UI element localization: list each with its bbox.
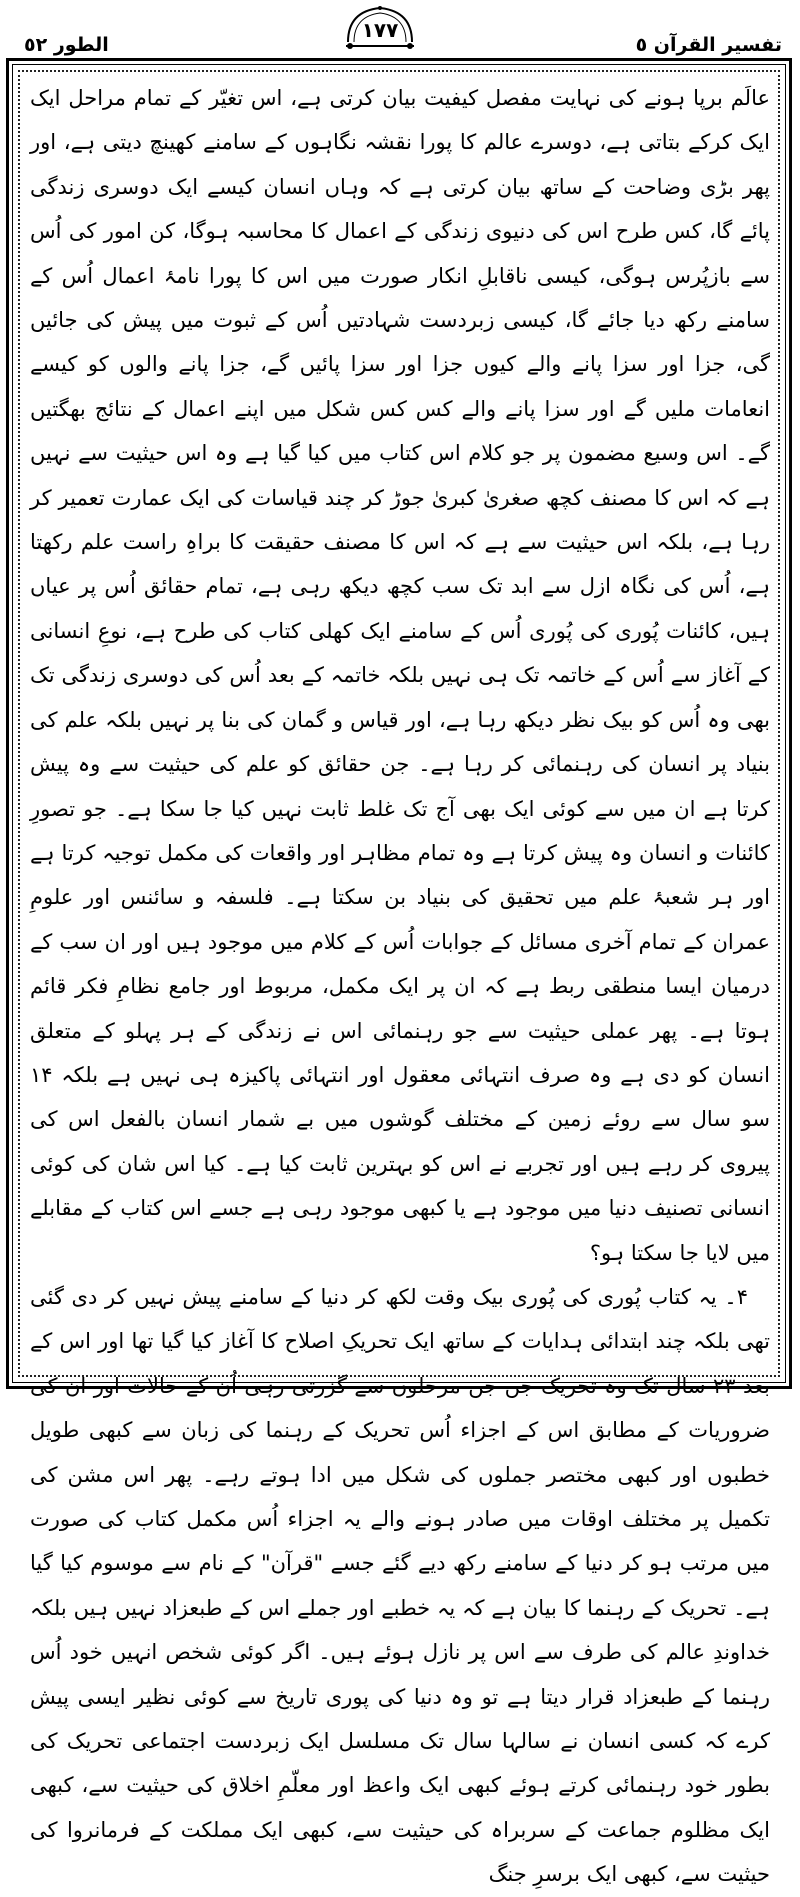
running-head-surah: الطور ٥٢ — [24, 34, 109, 56]
paragraph: عالَم برپا ہونے کی نہایت مفصل کیفیت بیان کرتی ہے، اس تغیّر کے تمام مراحل ایک ایک کرکے بتاتی ہے، دوسرے عالم کا پورا نقشہ نگاہوں کے سامنے کھینچ دیتی ہے، اور پھر بڑی وضاحت کے ساتھ بیان کرتی ہے کہ وہاں انسان کیسے ایک دوسری زندگی پائے گا، کس طرح اس کی دنیوی زندگی کے اعمال کا محاسبہ ہوگا، کن امور کی اُس سے بازپُرس ہوگی، کیسی ناقابلِ انکار صورت میں اس کا پورا نامۂ اعمال اُس کے سامنے رکھ دیا جائے گا، کیسی زبردست شہادتیں اُس کے ثبوت میں پیش کی جائیں گی، جزا اور سزا پانے والے کیوں جزا اور سزا پائیں گے، جزا پانے والوں کو کیسے انعامات ملیں گے اور سزا پانے والے کس کس شکل میں اپنے اعمال کے نتائج بھگتیں گے۔ اس وسیع مضمون پر جو کلام اس کتاب میں کیا گیا ہے وہ اس حیثیت سے نہیں ہے کہ اس کا مصنف کچھ صغریٰ کبریٰ جوڑ کر چند قیاسات کی ایک عمارت تعمیر کر رہا ہے، بلکہ اس حیثیت سے ہے کہ اس کا مصنف حقیقت کا براہِ راست علم رکھتا ہے، اُس کی نگاہ ازل سے ابد تک سب کچھ دیکھ رہی ہے، تمام حقائق اُس پر عیاں ہیں، کائنات پُوری کی پُوری اُس کے سامنے ایک کھلی کتاب کی طرح ہے، نوعِ انسانی کے آغاز سے اُس کے خاتمہ تک ہی نہیں بلکہ خاتمہ کے بعد اُس کی دوسری زندگی تک بھی وہ اُس کو بیک نظر دیکھ رہا ہے، اور قیاس و گمان کی بنا پر نہیں بلکہ علم کی بنیاد پر انسان کی رہنمائی کر رہا ہے۔ جن حقائق کو علم کی حیثیت سے وہ پیش کرتا ہے ان میں سے کوئی ایک بھی آج تک غلط ثابت نہیں کیا جا سکا ہے۔ جو تصورِ کائنات و انسان وہ پیش کرتا ہے وہ تمام مظاہر اور واقعات کی مکمل توجیہ کرتا ہے اور ہر شعبۂ علم میں تحقیق کی بنیاد بن سکتا ہے۔ فلسفہ و سائنس اور علومِ عمران کے تمام آخری مسائل کے جوابات اُس کے کلام میں موجود ہیں اور ان سب کے درمیان ایسا منطقی ربط ہے کہ ان پر ایک مکمل، مربوط اور جامع نظامِ فکر قائم ہوتا ہے۔ پھر عملی حیثیت سے جو رہنمائی اس نے زندگی کے ہر پہلو کے متعلق انسان کو دی ہے وہ صرف انتہائی معقول اور انتہائی پاکیزہ ہی نہیں ہے بلکہ ۱۴ سو سال سے روئے زمین کے مختلف گوشوں میں بے شمار انسان بالفعل اس کی پیروی کر رہے ہیں اور تجربے نے اس کو بہترین ثابت کیا ہے۔ کیا اس شان کی کوئی انسانی تصنیف دنیا میں موجود ہے یا کبھی موجود رہی ہے جسے اس کتاب کے مقابلے میں لایا جا سکتا ہو؟ — [30, 86, 770, 1265]
page-number: ١٧٧ — [361, 18, 399, 42]
page-header — [0, 0, 800, 58]
body-text — [30, 76, 770, 1897]
paragraph: ۴۔ یہ کتاب پُوری کی پُوری بیک وقت لکھ کر دنیا کے سامنے پیش نہیں کر دی گئی تھی بلکہ چند ابتدائی ہدایات کے ساتھ ایک تحریکِ اصلاح کا آغاز کیا گیا تھا اور اس کے بعد ۲۳ سال تک وہ تحریک جن جن مرحلوں سے گزرتی رہی اُن کے حالات اور ان کی ضروریات کے مطابق اس کے اجزاء اُس تحریک کے رہنما کی زبان سے کبھی طویل خطبوں اور کبھی مختصر جملوں کی شکل میں ادا ہوتے رہے۔ پھر اس مشن کی تکمیل پر مختلف اوقات میں صادر ہونے والے یہ اجزاء اُس مکمل کتاب کی صورت میں مرتب ہو کر دنیا کے سامنے رکھ دیے گئے جسے "قرآن" کے نام سے موسوم کیا گیا ہے۔ تحریک کے رہنما کا بیان ہے کہ یہ خطبے اور جملے اس کے طبعزاد نہیں ہیں بلکہ خداوندِ عالم کی طرف سے اس پر نازل ہوئے ہیں۔ اگر کوئی شخص انہیں خود اُس رہنما کے طبعزاد قرار دیتا ہے تو وہ دنیا کی پوری تاریخ سے کوئی نظیر ایسی پیش کرے کہ کسی انسان نے سالہا سال تک مسلسل ایک زبردست اجتماعی تحریک کی بطور خود رہنمائی کرتے ہوئے کبھی ایک واعظ اور معلّمِ اخلاق کی حیثیت سے، کبھی ایک مظلوم جماعت کے سربراہ کی حیثیت سے، کبھی ایک مملکت کے فرمانروا کی حیثیت سے، کبھی ایک برسرِ جنگ — [30, 1284, 770, 1887]
running-head-book-title: تفسیر القرآن ٥ — [635, 34, 782, 56]
page-number-ornament — [342, 2, 418, 54]
